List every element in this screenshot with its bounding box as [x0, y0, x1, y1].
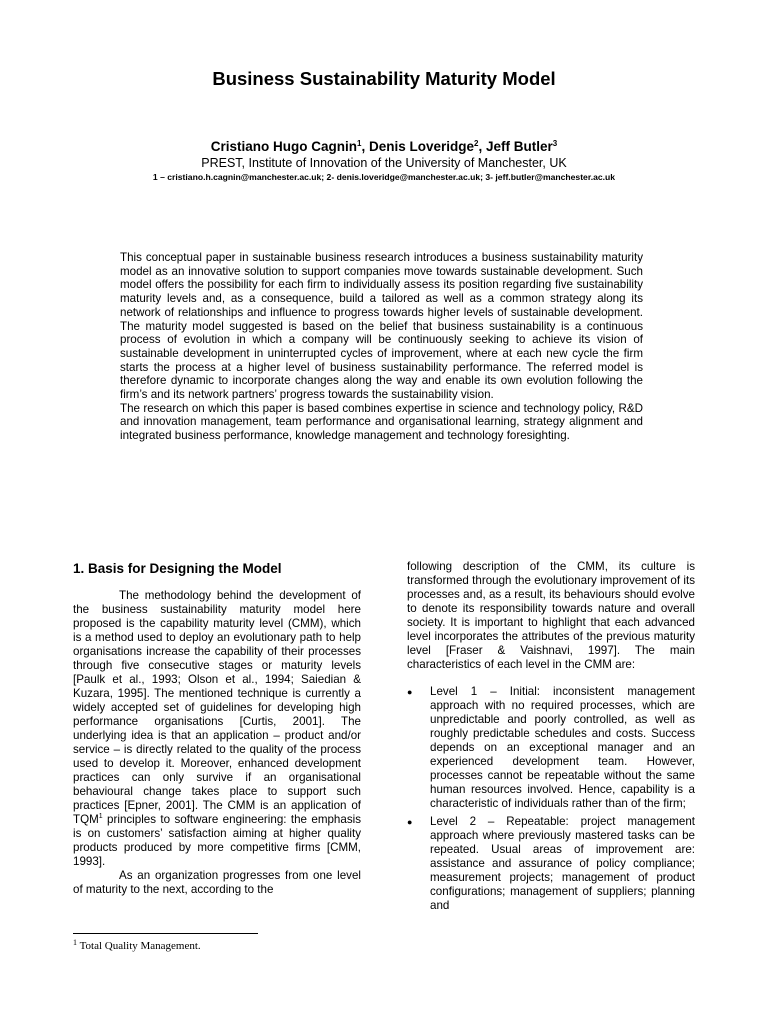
paper-title: Business Sustainability Maturity Model	[212, 68, 556, 89]
author-name: Cristiano Hugo Cagnin	[210, 139, 358, 154]
left-column	[73, 562, 361, 897]
right-column	[407, 560, 695, 917]
author-affiliation-mark: 3	[552, 139, 558, 148]
author-list	[0, 139, 768, 154]
author-emails: 1 – cristiano.h.cagnin@manchester.ac.uk; 2- denis.loveridge@manchester.ac.uk; 3- jeff.butler@manchester.ac.uk	[152, 172, 616, 182]
abstract-paragraph: The research on which this paper is based combines expertise in science and technology policy, R&D and innovation management, team performance and organisational learning, strategy alignment and integrated business performance, knowledge management and technology foresighting.	[120, 401, 643, 443]
list-item	[407, 815, 695, 913]
author-affiliation-mark: 2	[474, 139, 479, 148]
bullet-icon: ●	[407, 687, 413, 697]
body-paragraph	[73, 589, 361, 869]
footnote	[73, 938, 201, 952]
author-name: Denis Loveridge	[369, 139, 475, 154]
author-separator: ,	[361, 139, 369, 154]
body-paragraph: As an organization progresses from one level of maturity to the next, according to the	[73, 869, 361, 896]
maturity-level-list	[407, 685, 695, 913]
list-item-text: Level 1 – Initial: inconsistent management approach with no required processes, which are unpredictable and poorly controlled, as well as roughly predictable schedules and costs. Success depends on an exceptional manager and an experienced development team. However, processes cannot be repeatable without the same human resources involved. Hence, capability is a characteristic of individuals rather than of the firm;	[430, 685, 695, 810]
body-text: The methodology behind the development of the business sustainability maturity model here proposed is the capability maturity level (CMM), which is a method used to deploy an evolutionary path to help organisations increase the capability of their processes through five consecutive stages or maturity levels [Paulk et al., 1993; Olson et al., 1994; Saiedian & Kuzara, 1995]. The mentioned technique is currently a widely accepted set of guidelines for developing high performance organisations [Curtis, 2001]. The underlying idea is that an application – product and/or service – is directly related to the quality of the process used to develop it. Moreover, enhanced development practices can only survive if an organisational behavioural change takes place to support such practices [Epner, 2001]. The CMM is an application of TQM	[73, 589, 361, 826]
abstract-paragraph: This conceptual paper in sustainable business research introduces a business sustainability maturity model as an innovative solution to support companies move towards sustainable development. Such model offers the possibility for each firm to individually assess its position regarding five sustainability maturity levels and, as a consequence, build a tailored as well as a common strategy along its network of relationships and influence to progress towards higher levels of sustainable development. The maturity model suggested is based on the belief that business sustainability is a continuous process of evolution in which a company will be continuously seeking to achieve its vision of sustainable development in uninterrupted cycles of improvement, where at each new cycle the firm starts the process at a higher level of business sustainability performance. The referred model is therefore dynamic to incorporate changes along the way and enable its own evolution following the firm’s and its network partners’ progress towards the sustainability vision.	[120, 251, 643, 402]
bullet-icon: ●	[407, 817, 413, 827]
list-item-text: Level 2 – Repeatable: project management approach where previously mastered tasks can be repeated. Usual areas of improvement are: assistance and assurance of policy compliance; measurement projects; management of product configurations; management of suppliers; planning and	[430, 815, 695, 912]
footnote-reference: 1	[98, 813, 103, 820]
footnote-text: Total Quality Management.	[79, 940, 201, 952]
author-separator: ,	[478, 139, 486, 154]
footnote-divider	[73, 933, 258, 934]
list-item	[407, 685, 695, 811]
author-affiliation: PREST, Institute of Innovation of the University of Manchester, UK	[201, 156, 567, 170]
body-text: principles to software engineering: the emphasis is on customers’ satisfaction aiming at higher quality products produced by more competitive firms [CMM, 1993].	[73, 813, 361, 868]
body-paragraph: following description of the CMM, its culture is transformed through the evolutionary improvement of its processes and, as a result, its behaviours should evolve to denote its responsibility towards nature and overall society. It is important to highlight that each advanced level incorporates the attributes of the previous maturity level [Fraser & Vaishnavi, 1997]. The main characteristics of each level in the CMM are:	[407, 560, 695, 671]
footnote-number: 1	[73, 938, 77, 947]
section-heading: 1. Basis for Designing the Model	[73, 561, 282, 576]
author-name: Jeff Butler	[486, 139, 553, 154]
author-affiliation-mark: 1	[357, 139, 362, 148]
abstract	[120, 251, 643, 443]
